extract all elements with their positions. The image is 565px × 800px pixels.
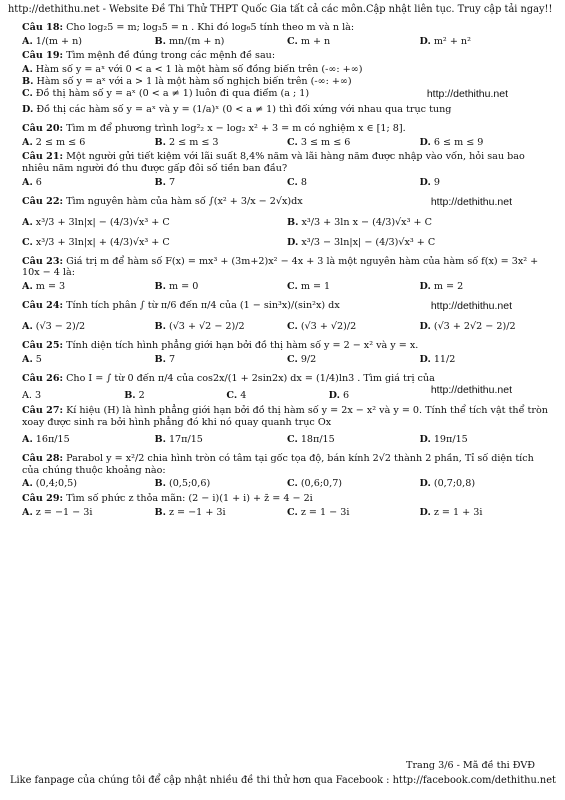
option-b: B. 2 ≤ m ≤ 3 xyxy=(154,136,219,148)
question-label: Câu 22: xyxy=(22,195,64,207)
option-b: B. m = 0 xyxy=(154,281,199,293)
option-c: C. Đồ thị hàm số y = aˣ (0 < a ≠ 1) luôn đi qua điểm (a ; 1) http://dethithu.net xyxy=(22,87,508,100)
option-c: C. 4 xyxy=(226,390,247,402)
watermark-link[interactable]: http://dethithu.net xyxy=(426,87,508,100)
site-header: http://dethithu.net - Website Đề Thi Thử THPT Quốc Gia tất cả các môn.Cập nhật liên tục. Truy cập tải ngay!! xyxy=(8,4,553,15)
option-d: D. (√3 + 2√2 − 2)/2 xyxy=(419,321,516,333)
option-a: A. 2 ≤ m ≤ 6 xyxy=(22,136,86,148)
option-d: D. 6 ≤ m ≤ 9 xyxy=(419,136,484,148)
question-21 xyxy=(22,151,552,188)
option-c: C. m + n xyxy=(287,35,331,47)
question-20 xyxy=(22,123,552,148)
option-c: C. 18π/15 xyxy=(287,434,335,446)
option-c: C. z = 1 − 3i xyxy=(287,506,350,518)
option-d: D. m² + n² xyxy=(419,35,471,47)
question-text: Giá trị m để hàm số F(x) = mx³ + (3m+2)x² − 4x + 3 là một nguyên hàm của hàm số f(x) = 3x² + 10x − 4 là: xyxy=(22,255,539,279)
question-label: Câu 26: xyxy=(22,372,64,384)
watermark-link[interactable]: http://dethithu.net xyxy=(430,384,512,397)
option-b: B. 7 xyxy=(154,176,176,188)
questions-content xyxy=(22,22,552,522)
question-text: Tính tích phân ∫ từ π/6 đến π/4 của (1 − sin³x)/(sin²x) dx xyxy=(66,299,340,311)
option-a: A. m = 3 xyxy=(22,281,66,293)
question-27 xyxy=(22,405,552,450)
question-text: Parabol y = x²/2 chia hình tròn có tâm tại gốc tọa độ, bán kính 2√2 thành 2 phần, Tỉ số diện tích của chúng thuộc khoảng nào: xyxy=(22,453,534,476)
question-25 xyxy=(22,340,552,365)
question-label: Câu 24: xyxy=(22,299,64,311)
question-text: Một người gửi tiết kiệm với lãi suất 8,4% năm và lãi hàng năm được nhập vào vốn, hỏi sau bao nhiêu năm người đó thu được gấp đôi số tiền ban đầu? xyxy=(22,151,525,175)
question-text: Tìm m để phương trình log²₂ x − log₂ x² + 3 = m có nghiệm x ∈ [1; 8]. xyxy=(66,123,406,135)
question-text: Tính diện tích hình phẳng giới hạn bởi đồ thị hàm số y = 2 − x² và y = x. xyxy=(66,340,419,352)
question-label: Câu 18: xyxy=(22,22,64,33)
option-a: A. x³/3 + 3ln|x| − (4/3)√x³ + C xyxy=(22,217,170,229)
option-a: A. 5 xyxy=(22,353,42,365)
option-a: A. Hàm số y = aˣ với 0 < a < 1 là một hàm số đồng biến trên (-∞: +∞) xyxy=(22,64,363,76)
option-a: A. 3 xyxy=(22,390,42,402)
question-28 xyxy=(22,453,552,490)
question-text: Tìm số phức z thỏa mãn: (2 − i)(1 + i) + z̄ = 4 − 2i xyxy=(66,493,313,505)
option-d: D. 11/2 xyxy=(419,353,456,365)
question-label: Câu 21: xyxy=(22,151,64,163)
option-c: C. (√3 + √2)/2 xyxy=(287,321,357,333)
option-d: D. 9 xyxy=(419,176,440,188)
option-d: D. x³/3 − 3ln|x| − (4/3)√x³ + C xyxy=(287,236,436,248)
option-d: D. (0,7;0,8) xyxy=(419,478,476,490)
question-label: Câu 28: xyxy=(22,453,64,465)
option-d: D. m = 2 xyxy=(419,281,464,293)
option-b: B. 2 xyxy=(124,390,145,402)
option-c: C. 9/2 xyxy=(287,353,317,365)
question-18 xyxy=(22,22,552,47)
facebook-footer: Like fanpage của chúng tôi để cập nhật nhiều đề thi thử hơn qua Facebook : http://facebook.com/dethithu.net xyxy=(10,775,556,786)
question-29 xyxy=(22,493,552,518)
option-b: B. x³/3 + 3ln x − (4/3)√x³ + C xyxy=(287,217,432,229)
option-a: A. 6 xyxy=(22,176,42,188)
question-23 xyxy=(22,256,552,293)
option-a: A. 16π/15 xyxy=(22,434,70,446)
option-b: B. (0,5;0,6) xyxy=(154,478,211,490)
option-c: C. (0,6;0,7) xyxy=(287,478,343,490)
option-b: B. z = −1 + 3i xyxy=(154,506,226,518)
option-a: A. (√3 − 2)/2 xyxy=(22,321,86,333)
option-c: C. m = 1 xyxy=(287,281,331,293)
question-text: Tìm mệnh đề đúng trong các mệnh đề sau: xyxy=(66,50,276,62)
page-number: Trang 3/6 - Mã đề thi ĐVĐ xyxy=(406,760,535,771)
question-22 xyxy=(22,192,552,253)
option-d: D. z = 1 + 3i xyxy=(419,506,483,518)
option-d: D. 19π/15 xyxy=(419,434,468,446)
question-19 xyxy=(22,50,552,120)
option-d: D. Đồ thị các hàm số y = aˣ và y = (1/a)ˣ (0 < a ≠ 1) thì đối xứng với nhau qua trục tung xyxy=(22,104,452,116)
question-24 xyxy=(22,296,552,337)
question-text: Cho log₂5 = m; log₃5 = n . Khi đó log₆5 tính theo m và n là: xyxy=(66,22,355,33)
option-b: B. 7 xyxy=(154,353,176,365)
question-label: Câu 27: xyxy=(22,404,64,416)
option-b: B. 17π/15 xyxy=(154,434,203,446)
question-text: Kí hiệu (H) là hình phẳng giới hạn bởi đồ thị hàm số y = 2x − x² và y = 0. Tính thể tích vật thể tròn xoay được sinh ra bởi hình phẳng đó khi nó quay quanh trục Ox xyxy=(22,404,548,428)
question-label: Câu 20: xyxy=(22,123,64,135)
watermark-link[interactable]: http://dethithu.net xyxy=(430,195,512,208)
question-26 xyxy=(22,369,552,402)
question-text: Tìm nguyên hàm của hàm số ∫(x² + 3/x − 2√x)dx xyxy=(66,195,303,207)
question-text: Cho I = ∫ từ 0 đến π/4 của cos2x/(1 + 2sin2x) dx = (1/4)ln3 . Tìm giá trị của xyxy=(66,372,435,384)
option-c: C. x³/3 + 3ln|x| + (4/3)√x³ + C xyxy=(22,236,170,248)
question-label: Câu 19: xyxy=(22,50,64,62)
option-a: A. 1/(m + n) xyxy=(22,35,83,47)
option-c: C. 3 ≤ m ≤ 6 xyxy=(287,136,351,148)
option-b: B. Hàm số y = aˣ với a > 1 là một hàm số nghịch biến trên (-∞: +∞) xyxy=(22,75,352,87)
option-a: A. z = −1 − 3i xyxy=(22,506,93,518)
option-b: B. mn/(m + n) xyxy=(154,35,225,47)
option-d: D. 6 xyxy=(328,390,350,402)
option-c: C. 8 xyxy=(287,176,307,188)
question-label: Câu 29: xyxy=(22,493,64,505)
option-b: B. (√3 + √2 − 2)/2 xyxy=(154,321,245,333)
question-label: Câu 25: xyxy=(22,340,64,352)
watermark-link[interactable]: http://dethithu.net xyxy=(430,299,512,312)
question-label: Câu 23: xyxy=(22,255,64,267)
option-a: A. (0,4;0,5) xyxy=(22,478,78,490)
